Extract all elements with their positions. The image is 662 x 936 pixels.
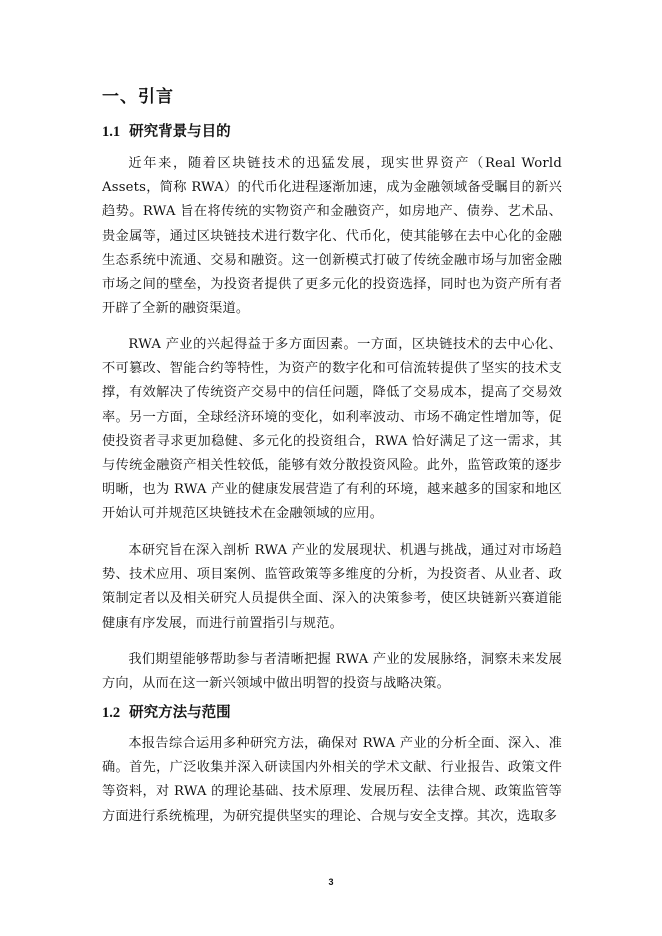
section-number: 1.1 xyxy=(102,124,121,140)
section-title: 研究背景与目的 xyxy=(129,124,231,140)
paragraph-background: 近年来，随着区块链技术的迅猛发展，现实世界资产（Real World Assets，简称 RWA）的代币化进程逐渐加速，成为金融领域备受瞩目的新兴趋势。RWA 旨在将传统的实物资产和金融资产，如房地产、债券、艺术品、贵金属等，通过区块链技术进行数字化、代币化，使其能够在去中心化的金融生态系统中流通、交易和融资。这一创新模式打破了传统金融市场与加密金融市场之间的壁垒，为投资者提供了更多元化的投资选择，同时也为资产所有者开辟了全新的融资渠道。 xyxy=(102,156,562,317)
section-title: 研究方法与范围 xyxy=(129,705,231,721)
chapter-heading: 一、引言 xyxy=(102,87,174,107)
page-number: 3 xyxy=(328,877,334,887)
paragraph-methods: 本报告综合运用多种研究方法，确保对 RWA 产业的分析全面、深入、准确。首先，广泛收集并深入研读国内外相关的学术文献、行业报告、政策文件等资料，对 RWA 的理论基础、技术原理、发展历程、法律合规、政策监管等方面进行系统梳理，为研究提供坚实的理论、合规与安全支撑。其次，选取多 xyxy=(102,736,562,824)
paragraph-expectation: 我们期望能够帮助参与者清晰把握 RWA 产业的发展脉络，洞察未来发展方向，从而在这一新兴领域中做出明智的投资与战略决策。 xyxy=(102,652,562,692)
section-number: 1.2 xyxy=(102,705,121,721)
section-heading-1-1 xyxy=(102,121,231,143)
section-heading-1-2 xyxy=(102,702,231,724)
paragraph-drivers: RWA 产业的兴起得益于多方面因素。一方面，区块链技术的去中心化、不可篡改、智能合约等特性，为资产的数字化和可信流转提供了坚实的技术支撑，有效解决了传统资产交易中的信任问题，降低了交易成本，提高了交易效率。另一方面，全球经济环境的变化，如利率波动、市场不确定性增加等，促使投资者寻求更加稳健、多元化的投资组合，RWA 恰好满足了这一需求，其与传统金融资产相关性较低，能够有效分散投资风险。此外，监管政策的逐步明晰，也为 RWA 产业的健康发展营造了有利的环境，越来越多的国家和地区开始认可并规范区块链技术在金融领域的应用。 xyxy=(102,337,562,522)
paragraph-purpose: 本研究旨在深入剖析 RWA 产业的发展现状、机遇与挑战，通过对市场趋势、技术应用、项目案例、监管政策等多维度的分析，为投资者、从业者、政策制定者以及相关研究人员提供全面、深入的决策参考，使区块链新兴赛道能健康有序发展，而进行前置指引与规范。 xyxy=(102,543,562,631)
